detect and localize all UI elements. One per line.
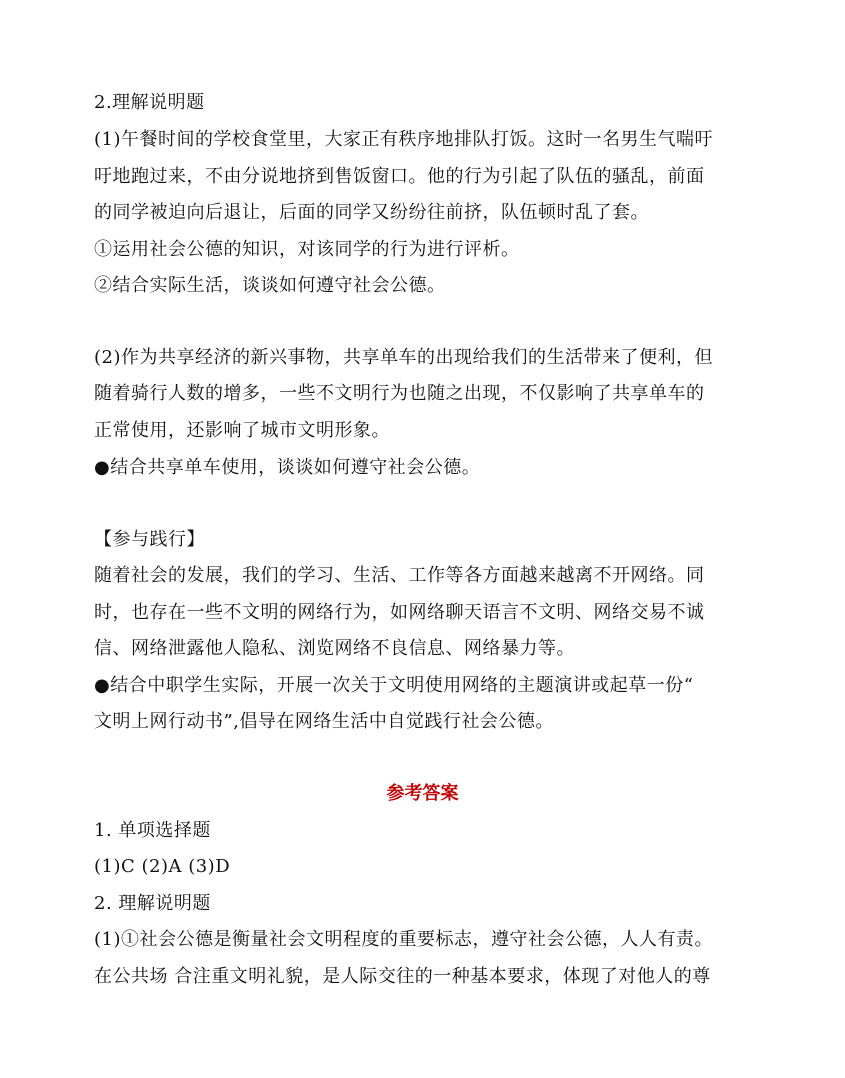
question-2-line: 随着骑行人数的增多，一些不文明行为也随之出现，不仅影响了共享单车的 xyxy=(94,383,705,404)
answers-part1-heading: 1. 单项选择题 xyxy=(94,820,211,841)
question-1-sub1: ①运用社会公德的知识，对该同学的行为进行评析。 xyxy=(94,239,520,260)
practice-bullet-line: 文明上网行动书”,倡导在网络生活中自觉践行社会公德。 xyxy=(94,711,554,732)
answers-part2-line: (1)①社会公德是衡量社会文明程度的重要标志，遵守社会公德，人人有责。 xyxy=(94,929,713,950)
answers-part2-line: 在公共场 合注重文明礼貌，是人际交往的一种基本要求，体现了对他人的尊 xyxy=(94,966,711,987)
practice-line: 信、网络泄露他人隐私、浏览网络不良信息、网络暴力等。 xyxy=(94,638,575,659)
question-1-sub2: ②结合实际生活，谈谈如何遵守社会公德。 xyxy=(94,275,446,296)
answers-part2-heading: 2. 理解说明题 xyxy=(94,893,211,914)
practice-line: 随着社会的发展，我们的学习、生活、工作等各方面越来越离不开网络。同 xyxy=(94,565,705,586)
section-heading: 2.理解说明题 xyxy=(94,92,205,113)
question-2-bullet: ●结合共享单车使用，谈谈如何遵守社会公德。 xyxy=(94,457,481,478)
question-1-line: (1)午餐时间的学校食堂里，大家正有秩序地排队打饭。这时一名男生气喘吁 xyxy=(94,129,713,150)
question-2-line: (2)作为共享经济的新兴事物，共享单车的出现给我们的生活带来了便利，但 xyxy=(94,347,713,368)
answers-title: 参考答案 xyxy=(386,783,459,804)
practice-line: 时，也存在一些不文明的网络行为，如网络聊天语言不文明、网络交易不诚 xyxy=(94,602,705,623)
question-2-line: 正常使用，还影响了城市文明形象。 xyxy=(94,420,390,441)
question-1-line: 的同学被迫向后退让，后面的同学又纷纷往前挤，队伍顿时乱了套。 xyxy=(94,202,649,223)
question-1-line: 吁地跑过来，不由分说地挤到售饭窗口。他的行为引起了队伍的骚乱，前面 xyxy=(94,166,705,187)
practice-bullet-line: ●结合中职学生实际，开展一次关于文明使用网络的主题演讲或起草一份“ xyxy=(94,675,694,696)
answers-part1-values: (1)C (2)A (3)D xyxy=(94,856,231,877)
practice-heading: 【参与践行】 xyxy=(94,529,205,550)
